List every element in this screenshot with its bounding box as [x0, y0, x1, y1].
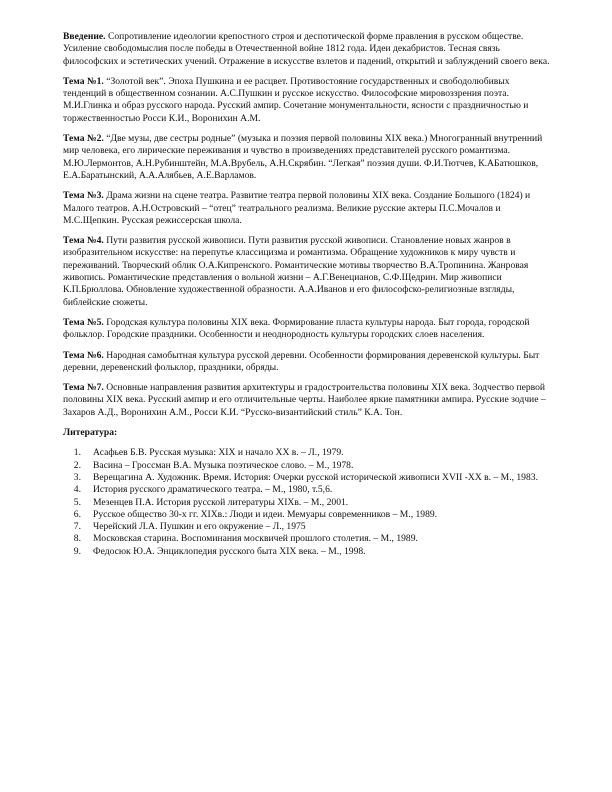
list-item-text: Русское общество 30-х гг. XIXв.: Люди и идеи. Мемуары современников – М., 1989. — [93, 508, 438, 520]
list-item — [63, 521, 552, 533]
list-item — [63, 460, 552, 472]
list-item — [63, 497, 552, 509]
list-item-text: Васина – Гроссман В.А. Музыка поэтическое слово. – М., 1978. — [93, 459, 354, 471]
list-item-number: 8. — [73, 533, 81, 545]
intro-paragraph — [63, 31, 552, 68]
list-item — [63, 509, 552, 521]
topic-7-label: Тема №7. — [63, 382, 104, 394]
topic-3-paragraph — [63, 190, 552, 227]
topic-2-label: Тема №2. — [63, 133, 104, 145]
list-item-text: Федосюк Ю.А. Энциклопедия русского быта XIX века. – М., 1998. — [93, 545, 366, 557]
list-item-text: Верещагина А. Художник. Время. История: Очерки русской исторической живописи XVII -XX в. – М., 1983. — [93, 471, 538, 483]
topic-4-text: Пути развития русской живописи. Пути развития русской живописи. Становление новых жанров в изобразительном искусстве: на перепутье классицизма и романтизма. Обращение художников к миру чувств и переживаний. Творческий облик О.А.Кипренского. Романтические мотивы творчество В.А.Тропинина. Жанровая живопись. Романтические представления о вольной жизни – А.Г.Венецианов, С.Ф.Щедрин. Мир живописи К.П.Брюллова. Обновление художественной образности. А.А.Иванов и его философско-религиозные взгляды, библейские сюжеты. — [63, 235, 529, 308]
intro-text: Сопротивление идеологии крепостного строя и деспотической форме правления в русском обществе. Усиление свободомыслия после победы в Отечественной войне 1812 года. Идеи декабристов. Тесная связь философских и эстетических учений. Отражение в искусстве взлетов и падений, открытий и заблуждений своего века. — [63, 31, 550, 67]
topic-5-text: Городская культура половины XIX века. Формирование пласта культуры народа. Быт города, городской фольклор. Городские праздники. Особенности и неоднородность культуры городских слоев населения. — [63, 316, 530, 341]
list-item-number: 1. — [73, 447, 81, 459]
topic-5-label: Тема №5. — [63, 316, 104, 328]
list-item — [63, 533, 552, 545]
topic-3-label: Тема №3. — [63, 190, 104, 202]
topic-6-label: Тема №6. — [63, 349, 104, 361]
topic-3-text: Драма жизни на сцене театра. Развитие театра первой половины XIX века. Создание Большого (1824) и Малого театров. А.Н.Островский – “отец” театрального реализма. Великие русские актеры П.С.Мочалов и М.С.Щепкин. Русская режиссерская школа. — [63, 190, 531, 226]
topic-7-paragraph — [63, 382, 552, 419]
topic-6-text: Народная самобытная культура русской деревни. Особенности формирования деревенской культуры. Быт деревни, деревенский фольклор, праздники, обряды. — [63, 349, 540, 373]
topic-1-paragraph — [63, 76, 552, 125]
list-item-number: 3. — [73, 471, 81, 483]
list-item-number: 9. — [73, 545, 81, 557]
list-item — [63, 472, 552, 484]
list-item-number: 2. — [73, 459, 81, 471]
topic-5-paragraph — [63, 317, 552, 342]
list-item-text: История русского драматического театра. – М., 1980, т.5,6. — [93, 484, 333, 496]
list-item-number: 5. — [73, 496, 81, 508]
literature-list — [63, 447, 552, 558]
list-item-text: Асафьев Б.В. Русская музыка: XIX и начало XX в. – Л., 1979. — [93, 447, 344, 459]
topic-7-text: Основные направления развития архитектуры и градостроительства половины XIX века. Зодчество первой половины XIX века. Русский ампир и его отличительные черты. Наиболее яркие памятники ампира. Русские зодчие – Захаров А.Д., Воронихин А.М., Росси К.И. “Русско-византийский стиль” К.А. Тон. — [63, 382, 546, 418]
list-item-text: Черейский Л.А. Пушкин и его окружение – Л., 1975 — [93, 521, 306, 533]
literature-heading: Литература: — [63, 427, 118, 439]
topic-4-paragraph — [63, 235, 552, 309]
list-item-text: Московская старина. Воспоминания москвичей прошлого столетия. – М., 1989. — [93, 533, 418, 545]
topic-6-paragraph — [63, 350, 552, 375]
list-item — [63, 546, 552, 558]
list-item-text: Мезенцев П.А. История русской литературы XIXв. – М., 2001. — [93, 496, 349, 508]
topic-2-text: “Две музы, две сестры родные” (музыка и поэзия первой половины XIX века.) Многогранный внутренний мир человека, его лирические переживания и чувство в произведениях представителей русского романтизма. М.Ю.Лермонтов, А.Н.Рубинштейн, М.А.Врубель, А.Н.Скрябин. “Легкая” поэзия души. Ф.И.Тютчев, К.АБатюшков, Е.А.Баратынский, А.А.Алябьев, А.Е.Варламов. — [63, 133, 543, 181]
topic-2-paragraph — [63, 133, 552, 182]
intro-label: Введение. — [63, 31, 106, 42]
list-item — [63, 484, 552, 496]
topic-4-label: Тема №4. — [63, 235, 104, 247]
topic-1-text: “Золотой век”. Эпоха Пушкина и ее расцвет. Противостояние государственных и свободолюбивых тенденций в общественном сознании. А.С.Пушкин и русское искусство. Философские мировоззрения поэта. М.И.Глинка и образ русского народа. Русский ампир. Сочетание монументальности, ясности с праздничностью и торжественностью Росси К.И., Воронихин А.М. — [63, 75, 529, 124]
list-item-number: 7. — [73, 521, 81, 533]
list-item-number: 6. — [73, 508, 81, 520]
topic-1-label: Тема №1. — [63, 75, 104, 87]
list-item-number: 4. — [73, 484, 81, 496]
list-item — [63, 447, 552, 459]
